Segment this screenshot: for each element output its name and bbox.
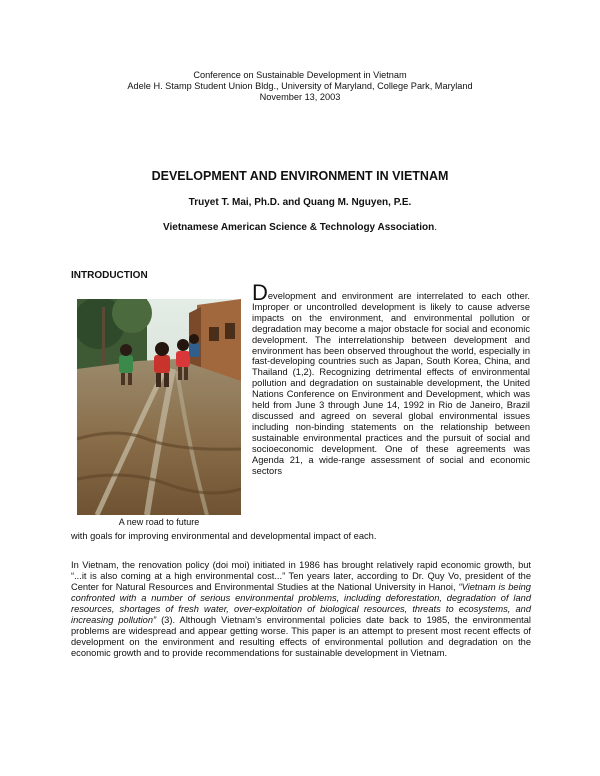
- intro-paragraph-text: evelopment and environment are interrelated to each other. Improper or uncontrolled development is likely to cause adverse impacts on the environment, and environmental pollution or degradation may become a major obstacle for social and economic development. The interrelationship between development and environment has been observed throughout the world, especially in fast-developing countries such as Japan, South Korea, China, and Thailand (1,2). Recognizing detrimental effects of environmental pollution and degradation on sustainable development, the United Nations Conference on Environment and Development, which was held from June 3 through June 14, 1992 in Rio de Janeiro, Brazil discussed and agreed on several global environmental issues including non-binding statements on the relationship between sustainable environmental practices and the pursuit of social and socioeconomic development. One of these agreements was Agenda 21, a wide-range assessment of social and economic sectors: [252, 291, 530, 476]
- conference-date: November 13, 2003: [259, 92, 341, 102]
- conference-header: [0, 70, 600, 103]
- drop-cap: D: [252, 280, 268, 305]
- intro-paragraph-continuation: with goals for improving environmental and developmental impact of each.: [71, 531, 377, 541]
- affiliation-period: .: [434, 222, 437, 233]
- conference-venue: Adele H. Stamp Student Union Bldg., University of Maryland, College Park, Maryland: [127, 81, 473, 91]
- para2-text-2: (3). Although Vietnam’s environmental policies date back to 1985, the environmental problems are widespread and appear getting worse. This paper is an attempt to present most recent effects of development on the environment and resulting effects of environmental pollution and degradation on the economic growth and to provide recommendations for sustainable development in Vietnam.: [71, 615, 531, 658]
- intro-paragraph: [252, 280, 530, 476]
- figure-photo: [77, 299, 241, 515]
- figure-caption: A new road to future: [118, 517, 200, 527]
- section-heading-introduction: INTRODUCTION: [71, 270, 148, 281]
- conference-name: Conference on Sustainable Development in Vietnam: [193, 70, 407, 80]
- paper-title: DEVELOPMENT AND ENVIRONMENT IN VIETNAM: [151, 169, 449, 183]
- paper-authors: Truyet T. Mai, Ph.D. and Quang M. Nguyen, P.E.: [188, 197, 412, 208]
- para2-quote: “Vietnam is being confronted with a number of serious environmental problems, including deforestation, degradation of land resources, shortages of fresh water, over-exploitation of biological resources, threats to ecosystems, and increasing pollution”: [71, 582, 531, 625]
- affiliation-name: Vietnamese American Science & Technology Association: [163, 222, 435, 233]
- author-affiliation: [0, 222, 600, 233]
- muddy-road-photo: [77, 299, 241, 515]
- para2-text-1: In Vietnam, the renovation policy (doi moi) initiated in 1986 has brought relatively rapid economic growth, but “...it is also coming at a high environmental cost...” Ten years later, according to Dr. Quy Vo, president of the Center for Natural Resources and Environmental Studies at the National University in Hanoi,: [71, 560, 531, 592]
- body-paragraph-2: [71, 560, 531, 659]
